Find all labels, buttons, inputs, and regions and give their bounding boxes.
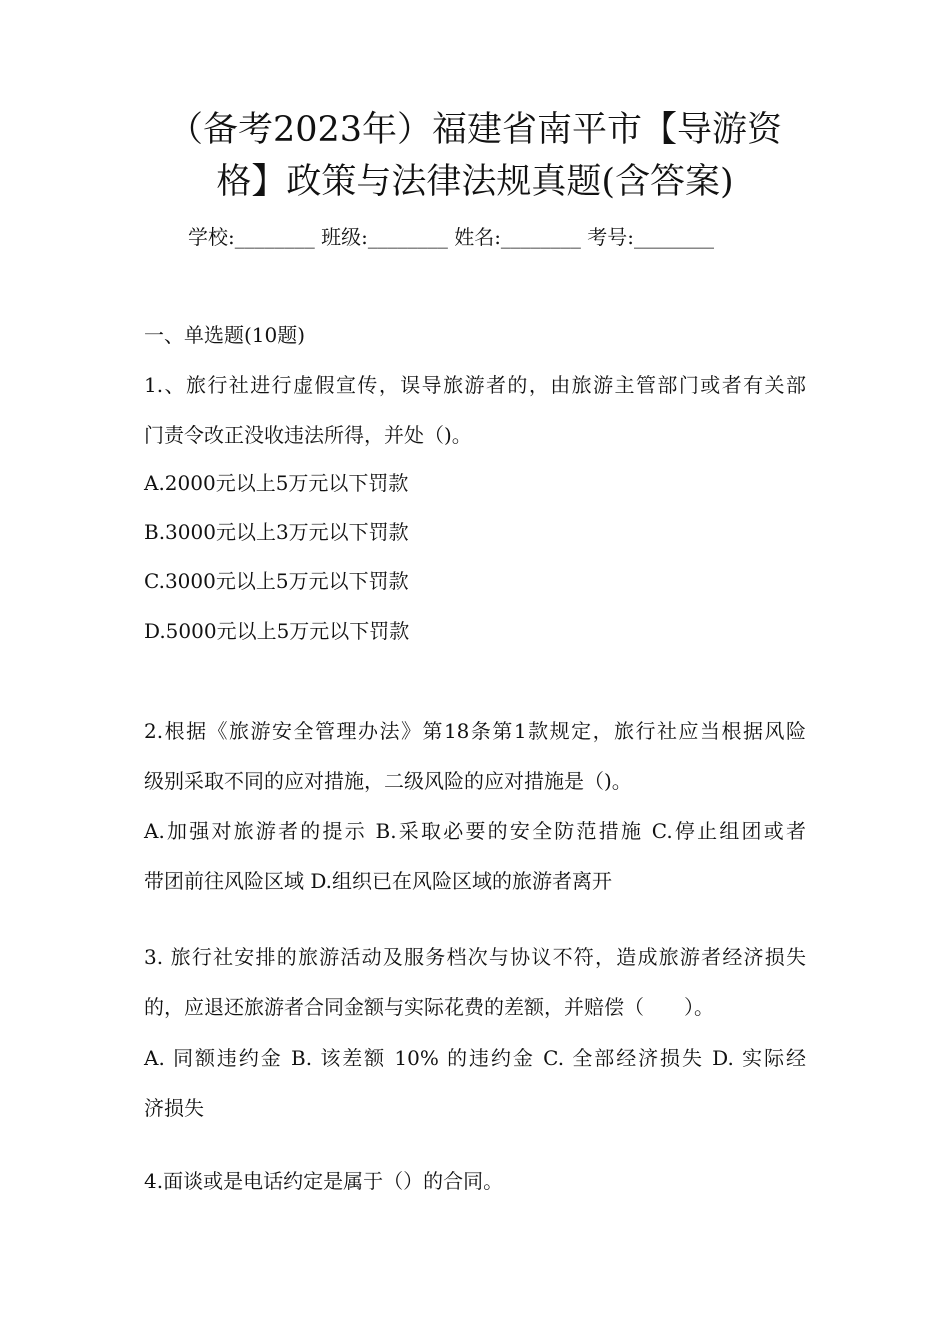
section-heading: 一、单选题(10题): [144, 323, 306, 347]
question-1-option-c: C.3000元以上5万元以下罚款: [144, 569, 409, 593]
question-1-option-d: D.5000元以上5万元以下罚款: [144, 619, 410, 643]
question-4-line-1: 4.面谈或是电话约定是属于（）的合同。: [144, 1169, 504, 1193]
question-1-option-a: A.2000元以上5万元以下罚款: [144, 471, 409, 495]
question-1-option-b: B.3000元以上3万元以下罚款: [144, 520, 409, 544]
document-title-line-2: 格】政策与法律法规真题(含答案): [216, 162, 734, 202]
student-info-line: 学校:________ 班级:________ 姓名:________ 考号:________: [188, 225, 715, 249]
document-title-line-1: （备考2023年）福建省南平市【导游资: [167, 110, 783, 150]
question-3-line-2: 的，应退还旅游者合同金额与实际花费的差额，并赔偿（ ）。: [144, 995, 714, 1019]
question-2-options-line-2: 带团前往风险区域 D.组织已在风险区域的旅游者离开: [144, 869, 613, 893]
question-3-options-line-1: A. 同额违约金 B. 该差额 10% 的违约金 C. 全部经济损失 D. 实际经: [144, 1046, 806, 1070]
question-2-line-2: 级别采取不同的应对措施，二级风险的应对措施是（)。: [144, 769, 632, 793]
question-1-line-1: 1.、旅行社进行虚假宣传，误导旅游者的，由旅游主管部门或者有关部: [144, 373, 806, 397]
question-3-line-1: 3. 旅行社安排的旅游活动及服务档次与协议不符，造成旅游者经济损失: [144, 945, 806, 969]
question-2-options-line-1: A.加强对旅游者的提示 B.采取必要的安全防范措施 C.停止组团或者: [144, 819, 806, 843]
question-1-line-2: 门责令改正没收违法所得，并处（)。: [144, 423, 472, 447]
question-2-line-1: 2.根据《旅游安全管理办法》第18条第1款规定，旅行社应当根据风险: [144, 719, 806, 743]
question-3-options-line-2: 济损失: [144, 1096, 204, 1120]
